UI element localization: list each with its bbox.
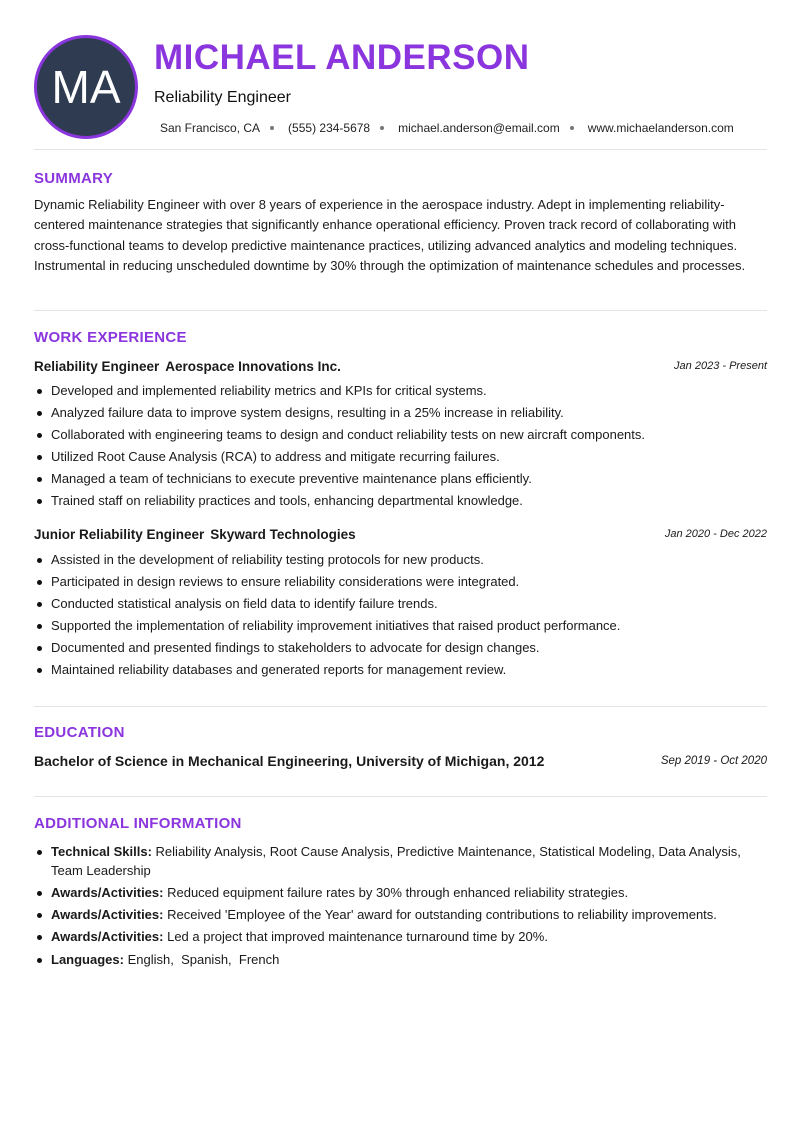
education-dates: Sep 2019 - Oct 2020 [660, 755, 767, 767]
separator-dot [270, 126, 274, 130]
item-label: Awards/Activities: [51, 885, 164, 900]
job-bullets [34, 549, 767, 682]
contact-line [160, 121, 734, 135]
item-label: Languages: [51, 952, 124, 967]
resume-page [34, 0, 767, 967]
avatar-initials: MA [51, 61, 121, 113]
job-role [34, 359, 341, 374]
list-item [34, 927, 767, 946]
contact-phone [288, 121, 398, 135]
list-item: Collaborated with engineering teams to design and conduct reliability tests on new aircraft components. [34, 424, 767, 446]
job-company: Skyward Technologies [210, 527, 356, 542]
separator-dot [570, 126, 574, 130]
education-entry [34, 753, 767, 773]
divider [34, 796, 767, 797]
additional-heading: ADDITIONAL INFORMATION [34, 815, 242, 832]
resume-header [34, 0, 767, 150]
contact-email[interactable] [398, 121, 588, 135]
list-item [34, 842, 767, 880]
candidate-name: MICHAEL ANDERSON [154, 38, 530, 77]
list-item: Developed and implemented reliability metrics and KPIs for critical systems. [34, 380, 767, 402]
item-label: Awards/Activities: [51, 929, 164, 944]
job-role-title: Reliability Engineer [34, 359, 160, 374]
list-item: Managed a team of technicians to execute preventive maintenance plans efficiently. [34, 468, 767, 490]
list-item: Participated in design reviews to ensure reliability considerations were integrated. [34, 571, 767, 593]
item-text: Received 'Employee of the Year' award for outstanding contributions to reliability improvements. [167, 907, 717, 922]
job-role [34, 527, 356, 542]
list-item: Conducted statistical analysis on field data to identify failure trends. [34, 593, 767, 615]
list-item: Trained staff on reliability practices and tools, enhancing departmental knowledge. [34, 490, 767, 512]
contact-location [160, 121, 288, 135]
item-label: Awards/Activities: [51, 907, 164, 922]
summary-text: Dynamic Reliability Engineer with over 8 years of experience in the aerospace industry. Adept in implementing reliability-centered maintenance strategies that significantly enhance operational efficiency. Proven track record of collaborating with cross-functional teams to develop predictive maintenance practices, utilizing advanced analytics and modeling techniques. Instrumental in reducing unscheduled downtime by 30% through the optimization of maintenance schedules and processes. [34, 197, 746, 273]
job-bullets [34, 380, 767, 513]
list-item: Supported the implementation of reliability improvement initiatives that raised product performance. [34, 615, 767, 637]
separator-dot [380, 126, 384, 130]
list-item: Assisted in the development of reliability testing protocols for new products. [34, 549, 767, 571]
job-dates: Jan 2020 - Dec 2022 [664, 528, 767, 540]
job-header [34, 359, 767, 377]
job-header [34, 527, 767, 545]
list-item [34, 950, 767, 969]
item-label: Technical Skills: [51, 844, 152, 859]
email-link[interactable]: michael.anderson@email.com [398, 121, 560, 135]
divider [34, 310, 767, 311]
item-text: Led a project that improved maintenance turnaround time by 20%. [167, 929, 548, 944]
item-text: Reduced equipment failure rates by 30% through enhanced reliability strategies. [167, 885, 629, 900]
experience-heading: WORK EXPERIENCE [34, 329, 187, 346]
job-company: Aerospace Innovations Inc. [165, 359, 341, 374]
list-item: Maintained reliability databases and generated reports for management review. [34, 659, 767, 681]
item-text: English, Spanish, French [127, 952, 280, 967]
degree-text: Bachelor of Science in Mechanical Engineering, University of Michigan, 2012 [34, 753, 545, 769]
location-text: San Francisco, CA [160, 121, 261, 135]
list-item [34, 905, 767, 924]
job-dates: Jan 2023 - Present [674, 360, 767, 372]
avatar [34, 35, 138, 139]
list-item: Analyzed failure data to improve system designs, resulting in a 25% increase in reliability. [34, 402, 767, 424]
job-title: Reliability Engineer [154, 89, 291, 106]
summary-heading: SUMMARY [34, 170, 114, 187]
contact-website[interactable] [588, 121, 734, 135]
additional-list [34, 842, 767, 972]
phone-text: (555) 234-5678 [288, 121, 371, 135]
list-item: Documented and presented findings to stakeholders to advocate for design changes. [34, 637, 767, 659]
job-role-title: Junior Reliability Engineer [34, 527, 205, 542]
education-heading: EDUCATION [34, 724, 125, 741]
divider [34, 149, 767, 150]
website-link[interactable]: www.michaelanderson.com [587, 121, 734, 135]
divider [34, 706, 767, 707]
item-text: Reliability Analysis, Root Cause Analysis, Predictive Maintenance, Statistical Modeling, Data Analysis, Team Leadership [51, 844, 741, 878]
list-item: Utilized Root Cause Analysis (RCA) to address and mitigate recurring failures. [34, 446, 767, 468]
list-item [34, 883, 767, 902]
